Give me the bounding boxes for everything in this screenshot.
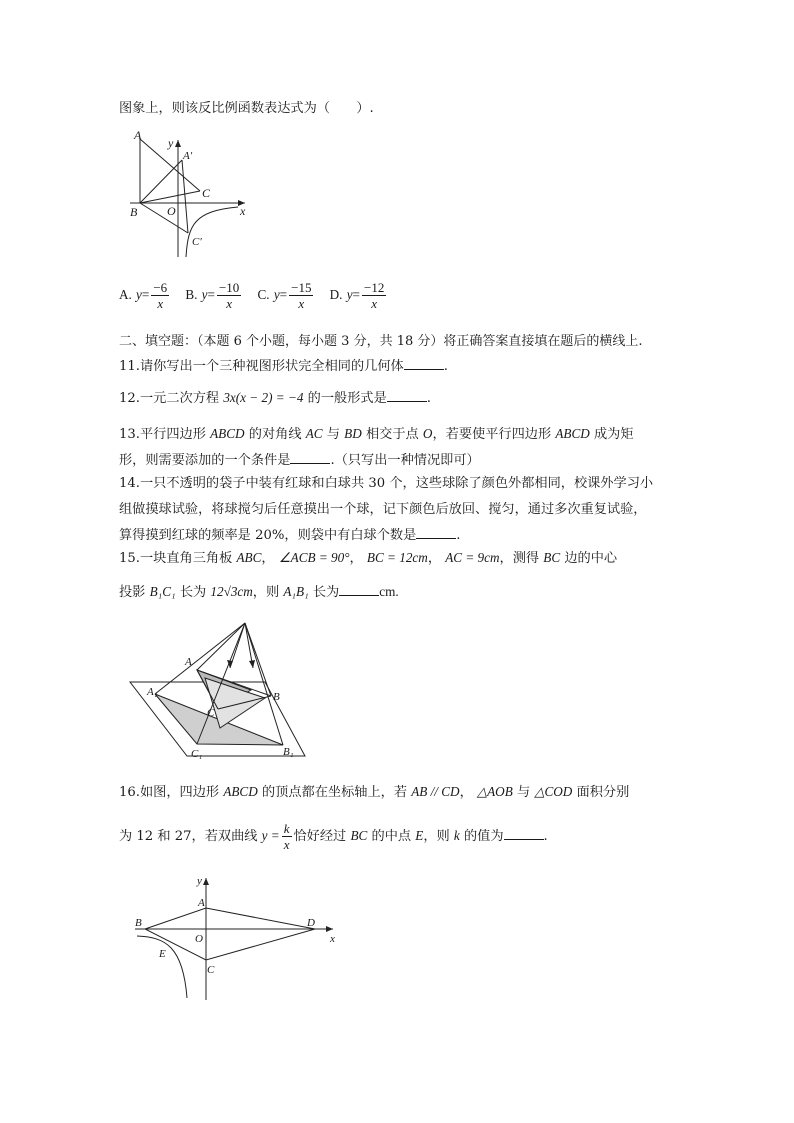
fig1-label-o: O [167, 204, 176, 218]
option-a[interactable]: A. y= $\frac{-6}{x}$ [119, 280, 168, 311]
fig3-label-o: O [195, 933, 203, 945]
intro-line: 图象上，则该反比例函数表达式为（ ）. [119, 101, 374, 116]
figure-1-hyperbola-triangle [120, 125, 260, 265]
question-15-line-2: 投影 B₁C₁ 长为 12√3cm，则 A₁B₁ 长为 cm. [119, 584, 399, 600]
fig2-label-c1: C₁ [191, 748, 203, 760]
question-14-line-2: 组做摸球试验，将球搅匀后任意摸出一个球，记下颜色后放回、搅匀，通过多次重复试验， [119, 502, 647, 517]
fig2-label-a: A [185, 656, 192, 668]
option-d[interactable]: D. y= $\frac{-12}{x}$ [329, 280, 385, 311]
option-c[interactable]: C. y= $\frac{-15}{x}$ [257, 280, 312, 311]
figure-3-quadrilateral-axes [125, 870, 345, 1005]
answer-blank-14[interactable] [416, 526, 456, 539]
question-14-line-3: 算得摸到红球的频率是 20%，则袋中有白球个数是 . [119, 528, 461, 543]
fig1-label-c: C [202, 186, 211, 200]
fig3-label-a: A [198, 897, 205, 909]
option-b[interactable]: B. y= $\frac{-10}{x}$ [185, 280, 240, 311]
fig2-label-b1: B₁ [283, 746, 294, 758]
fig1-label-b: B [130, 205, 138, 219]
fig3-label-c: C [207, 964, 215, 976]
section-2-heading: 二、填空题：（本题 6 个小题，每小题 3 分，共 18 分）将正确答案直接填在题后的横线上. [119, 334, 643, 349]
question-13-line-2: 形，则需要添加的一个条件是 .（只写出一种情况即可） [119, 453, 480, 468]
fig2-label-a1: A₁ [147, 686, 158, 698]
answer-blank-11[interactable] [404, 357, 444, 370]
fig2-label-c: C [207, 707, 215, 719]
fig3-label-y: y [197, 875, 202, 887]
fig3-label-b: B [135, 917, 142, 929]
fig2-label-b: B [273, 691, 280, 703]
answer-blank-13[interactable] [290, 451, 330, 464]
question-13-line-1: 13.平行四边形 ABCD 的对角线 AC 与 BD 相交于点 O，若要使平行四边形 ABCD 成为矩 [119, 426, 634, 442]
question-15-line-1: 15.一块直角三角板 ABC， ∠ACB = 90°， BC = 12cm， AC = 9cm，测得 BC 边的中心 [119, 550, 618, 566]
question-16-line-2: 为 12 和 27，若双曲线 y = $\frac{k}{x}$ 恰好经过 BC 的中点 E，则 k 的值为 . [119, 821, 548, 852]
figure-2-central-projection [125, 618, 310, 763]
fig1-label-x: x [240, 204, 246, 218]
fig3-label-x: x [330, 933, 335, 945]
fig3-label-d: D [307, 917, 315, 929]
fig1-label-y: y [168, 136, 174, 150]
options-row [119, 280, 398, 311]
question-16-line-1: 16.如图，四边形 ABCD 的顶点都在坐标轴上，若 AB // CD， △AOB 与 △COD 面积分别 [119, 784, 630, 800]
answer-blank-16[interactable] [504, 827, 544, 840]
question-12: 12.一元二次方程 3x(x − 2) = −4 的一般形式是 . [119, 390, 431, 406]
answer-blank-12[interactable] [387, 389, 427, 402]
question-14-line-1: 14.一只不透明的袋子中装有红球和白球共 30 个，这些球除了颜色外都相同，校课外学习小 [119, 476, 654, 491]
answer-blank-15[interactable] [339, 583, 379, 596]
question-11: 11.请你写出一个三种视图形状完全相同的几何体 . [119, 359, 448, 374]
fig1-label-a: A [134, 128, 142, 142]
fig1-label-c-prime: C′ [192, 236, 202, 248]
fig1-label-a-prime: A′ [183, 150, 193, 162]
fig3-label-e: E [159, 948, 166, 960]
